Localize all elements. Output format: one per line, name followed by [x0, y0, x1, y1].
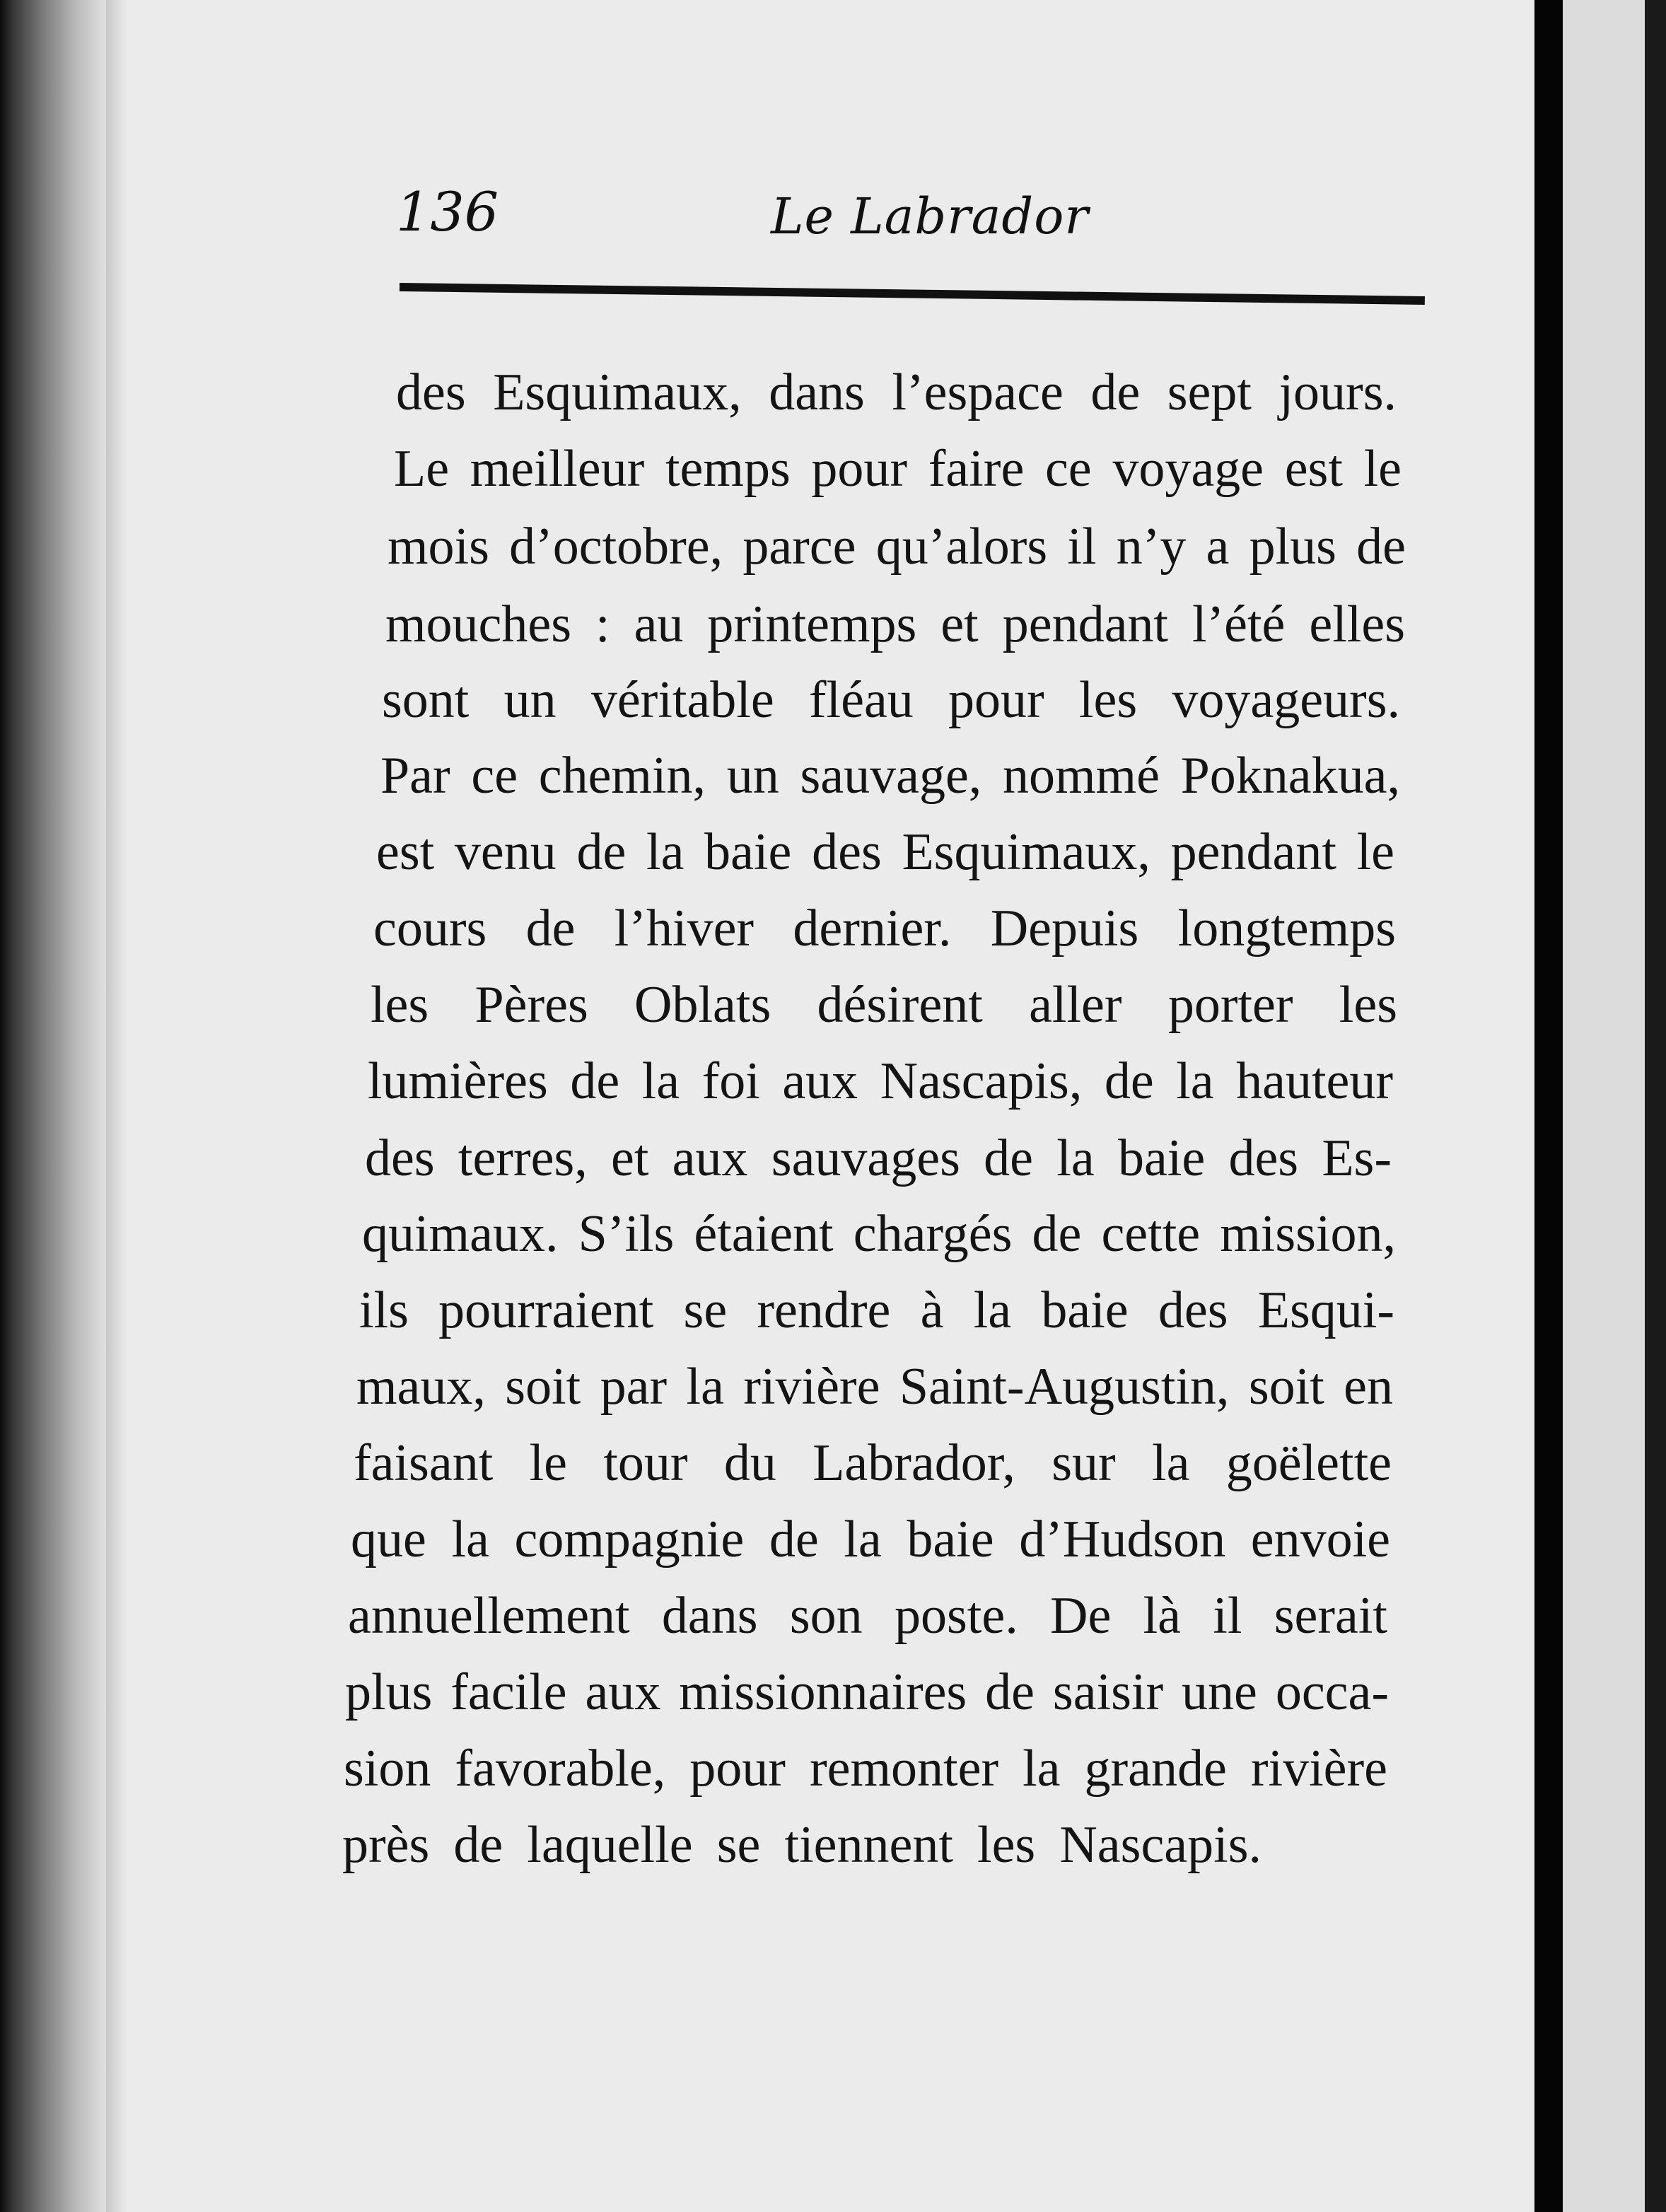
text-line: cours de l’hiver dernier. Depuis longtemps — [373, 900, 1396, 957]
text-line: des terres, et aux sauvages de la baie des Es- — [365, 1129, 1392, 1187]
text-line: maux, soit par la rivière Saint-Augustin, soit en — [356, 1358, 1393, 1416]
text-line: annuellement dans son poste. De là il serait — [348, 1587, 1387, 1645]
text-line: mois d’octobre, parce qu’alors il n’y a plus de — [388, 518, 1406, 576]
text-line: que la compagnie de la baie d’Hudson envoie — [351, 1510, 1390, 1568]
text-line: mouches : au printemps et pendant l’été elles — [385, 595, 1405, 653]
running-title: Le Labrador — [771, 187, 1089, 245]
page-number: 136 — [396, 180, 499, 243]
text-line: quimaux. S’ils étaient chargés de cette mission, — [362, 1205, 1396, 1263]
text-line: est venu de la baie des Esquimaux, pendant le — [376, 823, 1394, 881]
text-line: les Pères Oblats désirent aller porter les — [371, 976, 1397, 1034]
text-line: plus facile aux missionnaires de saisir une occa- — [345, 1663, 1389, 1721]
text-line: Le meilleur temps pour faire ce voyage est le — [394, 440, 1402, 498]
text-line: faisant le tour du Labrador, sur la goëlette — [354, 1434, 1392, 1492]
text-line: ils pourraient se rendre à la baie des Esqui- — [359, 1281, 1394, 1339]
text-line: Par ce chemin, un sauvage, nommé Poknakua, — [380, 747, 1400, 805]
text-line: des Esquimaux, dans l’espace de sept jours. — [396, 363, 1397, 421]
text-line: lumières de la foi aux Nascapis, de la hauteur — [368, 1052, 1393, 1110]
text-line: sont un véritable fléau pour les voyageurs. — [382, 671, 1400, 729]
text-line: sion favorable, pour remonter la grande rivière — [344, 1740, 1387, 1798]
text-line: près de laquelle se tiennent les Nascapis. — [342, 1816, 1262, 1874]
